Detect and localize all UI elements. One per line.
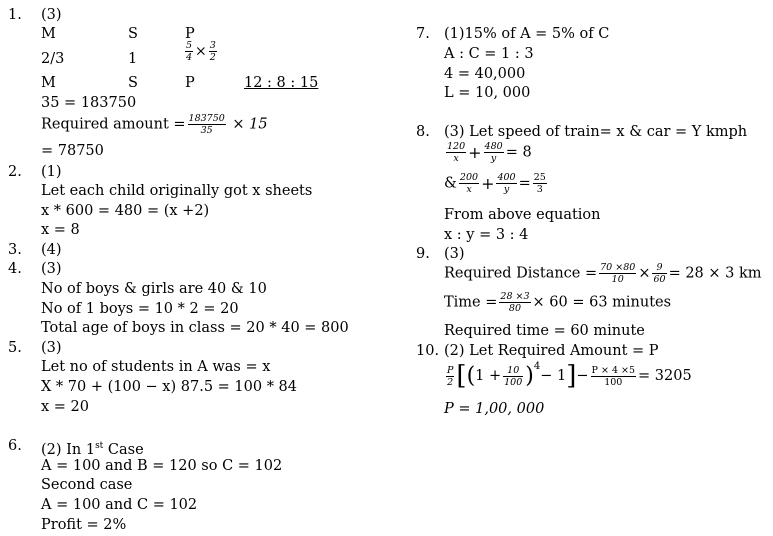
q1-header-p: P: [185, 26, 195, 42]
q2-line1: Let each child originally got x sheets: [41, 183, 313, 199]
q9-number: 9.: [416, 246, 430, 262]
q6-line4: Profit = 2%: [41, 517, 127, 533]
q1-row-m: 2/3: [41, 51, 65, 67]
q1-row-s: 1: [128, 51, 138, 67]
q10-number: 10.: [416, 343, 440, 359]
q8-line3: From above equation: [444, 207, 601, 223]
q6-line2: Second case: [41, 477, 133, 493]
q1-header-s: S: [128, 26, 138, 42]
q2-number: 2.: [8, 164, 22, 180]
q6-number: 6.: [8, 438, 22, 454]
q5-answer: (3): [41, 340, 62, 356]
q7-line2: 4 = 40,000: [444, 66, 526, 82]
q6-line1: A = 100 and B = 120 so C = 102: [41, 458, 283, 474]
q1-row3-m: M: [41, 75, 56, 91]
q1-line5: Required amount = $\frac{183750}{35}$ × 15: [41, 113, 268, 136]
q3-answer: (4): [41, 242, 62, 258]
q6-line3: A = 100 and C = 102: [41, 497, 198, 513]
q8-line4: x : y = 3 : 4: [444, 227, 529, 243]
q7-number: 7.: [416, 26, 430, 42]
q4-line2: No of 1 boys = 10 * 2 = 20: [41, 301, 239, 317]
q10-answer: (2) Let Required Amount = P: [444, 343, 659, 359]
q1-line6: = 78750: [41, 143, 104, 159]
q7-line3: L = 10, 000: [444, 85, 531, 101]
q4-number: 4.: [8, 261, 22, 277]
q8-answer: (3) Let speed of train= x & car = Y kmph: [444, 124, 748, 140]
q8-number: 8.: [416, 124, 430, 140]
q4-line3: Total age of boys in class = 20 * 40 = 800: [41, 320, 349, 336]
q2-line2: x * 600 = 480 = (x +2): [41, 203, 210, 219]
q6-answer: (2) In 1st Case: [41, 441, 144, 458]
q9-answer: (3): [444, 246, 465, 262]
q1-row3-p: P: [185, 75, 195, 91]
q5-line2: X * 70 + (100 − x) 87.5 = 100 * 84: [41, 379, 298, 395]
q5-number: 5.: [8, 340, 22, 356]
q1-line4: 35 = 183750: [41, 95, 137, 111]
q2-answer: (1): [41, 164, 62, 180]
q9-line3: Required time = 60 minute: [444, 323, 645, 339]
q1-header-m: M: [41, 26, 56, 42]
q7-line1: A : C = 1 : 3: [444, 46, 534, 62]
q1-row-p: $\frac{5}{4}$ × $\frac{3}{2}$: [186, 40, 216, 63]
q5-line3: x = 20: [41, 399, 89, 415]
q1-ratio: 12 : 8 : 15: [244, 75, 319, 91]
q9-line1: Required Distance = $\frac{70 \times 80}{10}$ × $\frac{9}{60}$ = 28 × 3 km: [444, 262, 762, 285]
q4-answer: (3): [41, 261, 62, 277]
q2-line3: x = 8: [41, 222, 80, 238]
q10-formula: $\frac{P}{2}$ [(1 + $\frac{10}{100}$ )$^4$− 1]− $\frac{P \times 4 \times 5}{100}$ = 3205: [447, 361, 692, 391]
q8-line2: & $\frac{200}{x}$ + $\frac{400}{y}$ = $\frac{25}{3}$: [444, 172, 546, 195]
q1-row3-s: S: [128, 75, 138, 91]
q3-number: 3.: [8, 242, 22, 258]
q5-line1: Let no of students in A was = x: [41, 359, 271, 375]
q1-number: 1.: [8, 7, 22, 23]
q8-line1: $\frac{120}{x}$ + $\frac{480}{y}$ = 8: [447, 141, 532, 164]
q1-answer: (3): [41, 7, 62, 23]
q4-line1: No of boys & girls are 40 & 10: [41, 281, 267, 297]
q7-answer: (1)15% of A = 5% of C: [444, 26, 610, 42]
q9-line2: Time = $\frac{28 \times 3}{80}$ × 60 = 63 minutes: [444, 291, 672, 314]
q10-result: P = 1,00, 000: [444, 401, 545, 417]
